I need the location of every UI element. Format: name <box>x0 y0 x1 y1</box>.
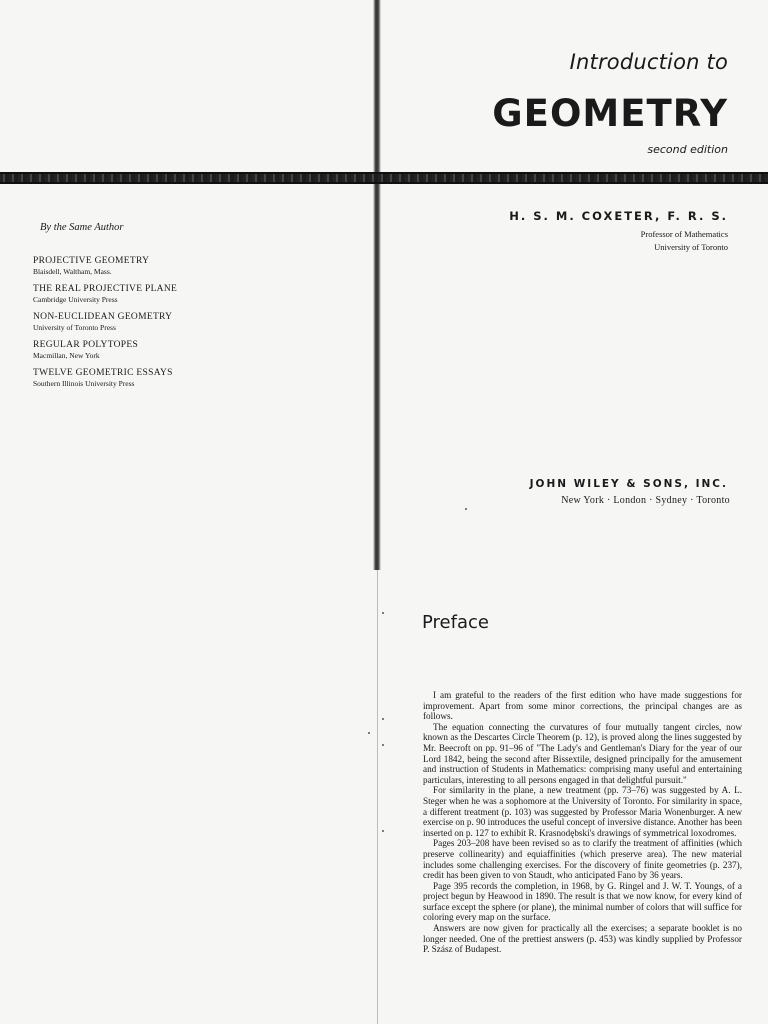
work-publisher: Cambridge University Press <box>33 295 118 304</box>
publisher-name: JOHN WILEY & SONS, INC. <box>529 478 728 490</box>
work-item <box>33 312 333 332</box>
title-rule-edge-top <box>0 172 768 174</box>
author-position: Professor of Mathematics <box>640 229 728 239</box>
work-title: NON-EUCLIDEAN GEOMETRY <box>33 312 173 322</box>
edition-label: second edition <box>647 143 728 156</box>
title-intro: Introduction to <box>569 50 728 74</box>
scan-speck <box>382 612 384 614</box>
work-item <box>33 256 333 276</box>
title-rule-edge-bottom <box>0 182 768 184</box>
preface-paragraph: Answers are now given for practically all the exercises; a separate booklet is no longer needed. One of the prettiest answers (p. 453) was kindly supplied by Professor P. Szász of Budapest. <box>423 923 742 955</box>
work-publisher: Macmillan, New York <box>33 351 100 360</box>
author-institution: University of Toronto <box>654 242 728 252</box>
work-publisher: Blaisdell, Waltham, Mass. <box>33 267 112 276</box>
work-item <box>33 368 333 388</box>
work-title: TWELVE GEOMETRIC ESSAYS <box>33 368 173 378</box>
work-title: REGULAR POLYTOPES <box>33 340 139 350</box>
gutter-line <box>377 570 378 1024</box>
preface-paragraph: For similarity in the plane, a new treatment (pp. 73–76) was suggested by A. L. Steger when he was a sophomore at the University of Toronto. For similarity in space, a different treatment (p. 103) was suggested by Professor Maria Wonenburger. A new exercise on p. 90 introduces the useful concept of inversive distance. Another has been inserted on p. 127 to exhibit R. Krasnodębski's drawings of symmetrical loxodromes. <box>423 785 742 838</box>
scan-speck <box>382 744 384 746</box>
author-name: H. S. M. COXETER, F. R. S. <box>509 209 728 223</box>
same-author-heading: By the Same Author <box>40 222 124 233</box>
preface-paragraph: Page 395 records the completion, in 1968, by G. Ringel and J. W. T. Youngs, of a project begun by Heawood in 1890. The result is that we now know, for every kind of surface except the sphere (or plane), the minimal number of colors that will suffice for coloring every map on the surface. <box>423 880 742 923</box>
publisher-cities: New York · London · Sydney · Toronto <box>561 495 730 506</box>
work-title: THE REAL PROJECTIVE PLANE <box>33 284 178 294</box>
work-item <box>33 284 333 304</box>
preface-heading: Preface <box>422 612 489 633</box>
book-title: GEOMETRY <box>492 92 728 135</box>
preface-paragraph: I am grateful to the readers of the first edition who have made suggestions for improvement. Apart from some minor corrections, the principal changes are as follows. <box>423 690 742 722</box>
preface-paragraph: The equation connecting the curvatures of four mutually tangent circles, now known as the Descartes Circle Theorem (p. 12), is proved along the lines suggested by Mr. Beecroft on pp. 91–96 of "The Lady's and Gentleman's Diary for the year of our Lord 1842, being the second after Bissextile, designed principally for the amusement and instruction of Students in Mathematics: comprising many useful and entertaining particulars, interesting to all persons engaged in that delightful pursuit." <box>423 721 742 785</box>
work-item <box>33 340 333 360</box>
preface-body <box>423 690 742 955</box>
work-title: PROJECTIVE GEOMETRY <box>33 256 150 266</box>
works-list <box>33 256 333 396</box>
book-spine <box>373 0 381 570</box>
preface-paragraph: Pages 203–208 have been revised so as to clarify the treatment of affinities (which preserve collinearity) and equiaffinities (which preserve area). The new material includes some challenging exercises. For the discovery of finite geometries (p. 237), credit has been given to von Staudt, who anticipated Fano by 36 years. <box>423 838 742 881</box>
scan-speck <box>465 508 467 510</box>
scan-speck <box>368 732 370 734</box>
scan-speck <box>382 830 384 832</box>
scan-speck <box>382 718 384 720</box>
work-publisher: University of Toronto Press <box>33 323 116 332</box>
work-publisher: Southern Illinois University Press <box>33 379 135 388</box>
